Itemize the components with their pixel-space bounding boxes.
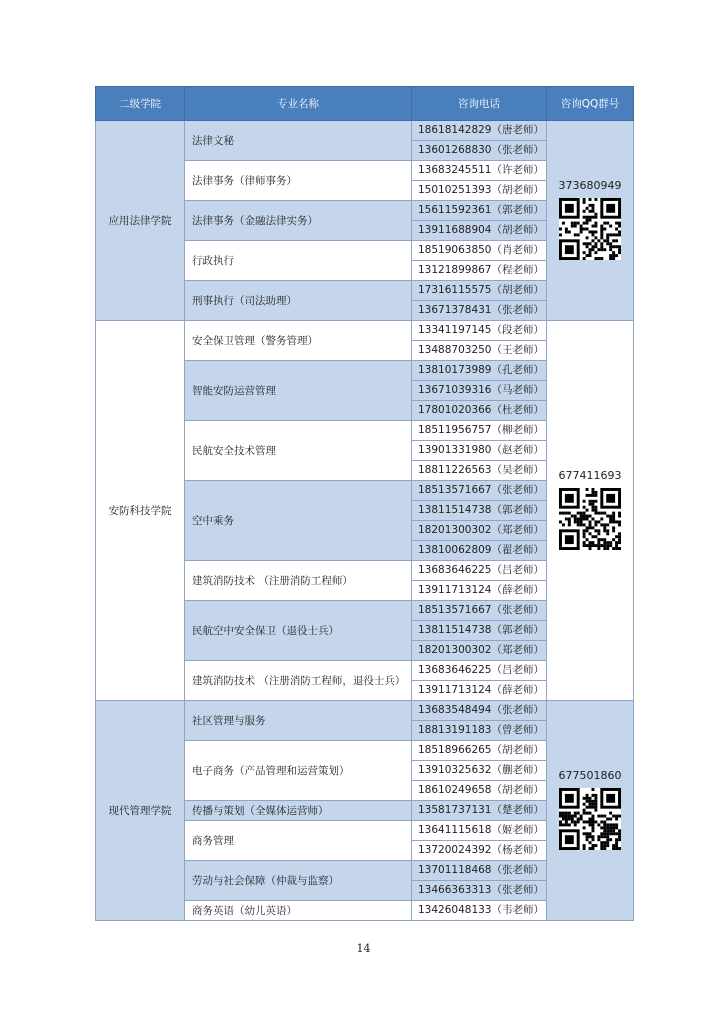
- phone-number: 13341197145（段老师）: [418, 324, 544, 336]
- phone-number: 13901331980（赵老师）: [412, 440, 546, 460]
- phone-list: [412, 481, 547, 561]
- phone-number: 13683646225（吕老师）: [418, 664, 544, 676]
- qq-group-number: 373680949: [558, 178, 622, 192]
- phone-number: 13641115618（姬老师）: [418, 824, 544, 836]
- contact-table: [95, 86, 634, 921]
- phone-number: 18513571667（张老师）: [418, 604, 544, 616]
- major-name: 安全保卫管理（警务管理）: [185, 321, 412, 361]
- qq-group-number: 677411693: [558, 468, 622, 482]
- phone-number: 18811226563（吴老师）: [412, 460, 546, 480]
- phone-number: 13601268830（张老师）: [412, 140, 546, 160]
- phone-number: 17316115575（胡老师）: [418, 284, 544, 296]
- phone-list: [412, 601, 547, 661]
- header-phone: 咨询电话: [412, 87, 547, 121]
- major-name: 法律文秘: [185, 121, 412, 161]
- qq-group-cell: [547, 701, 634, 921]
- phone-number: 18618142829（唐老师）: [418, 124, 544, 136]
- phone-number: 18610249658（胡老师）: [412, 780, 546, 800]
- phone-number: 13683548494（张老师）: [418, 704, 544, 716]
- qr-code-icon: [559, 788, 621, 850]
- major-name: 行政执行: [185, 241, 412, 281]
- phone-number: 13581737131（楚老师）: [418, 804, 544, 816]
- phone-number: 13811514738（郭老师）: [412, 620, 546, 640]
- phone-number: 13121899867（程老师）: [412, 260, 546, 280]
- phone-number: 13911713124（薛老师）: [412, 680, 546, 700]
- qr-code-icon: [559, 198, 621, 260]
- phone-number: 18813191183（曾老师）: [412, 720, 546, 740]
- table-header-row: [96, 87, 634, 121]
- phone-list: [412, 741, 547, 801]
- phone-number: 15611592361（郭老师）: [418, 204, 544, 216]
- major-name: 建筑消防技术 （注册消防工程师）: [185, 561, 412, 601]
- header-major: 专业名称: [185, 87, 412, 121]
- header-qq: 咨询QQ群号: [547, 87, 634, 121]
- major-name: 商务管理: [185, 821, 412, 861]
- major-name: 民航空中安全保卫（退役士兵）: [185, 601, 412, 661]
- major-name: 智能安防运营管理: [185, 361, 412, 421]
- phone-number: 15010251393（胡老师）: [412, 180, 546, 200]
- phone-number: 13911713124（薛老师）: [412, 580, 546, 600]
- phone-number: 18201300302（郑老师）: [412, 520, 546, 540]
- page-number: 14: [356, 942, 371, 955]
- phone-number: 13811514738（郭老师）: [412, 500, 546, 520]
- phone-list: [412, 701, 547, 741]
- phone-number: 13911688904（胡老师）: [412, 220, 546, 240]
- phone-number: 13910325632（蒯老师）: [412, 760, 546, 780]
- table-row: [96, 121, 634, 161]
- phone-number: 13488703250（王老师）: [412, 340, 546, 360]
- phone-number: 18518966265（胡老师）: [418, 744, 544, 756]
- phone-list: [412, 241, 547, 281]
- phone-list: [412, 861, 547, 901]
- phone-list: [412, 361, 547, 421]
- major-name: 法律事务（律师事务）: [185, 161, 412, 201]
- phone-number: 18519063850（肖老师）: [418, 244, 544, 256]
- phone-list: [412, 801, 547, 821]
- phone-number: 18513571667（张老师）: [418, 484, 544, 496]
- major-name: 民航安全技术管理: [185, 421, 412, 481]
- header-college: 二级学院: [96, 87, 185, 121]
- phone-number: 13701118468（张老师）: [418, 864, 544, 876]
- phone-list: [412, 281, 547, 321]
- qq-group-cell: [547, 321, 634, 701]
- table-body: [96, 121, 634, 921]
- phone-number: 13720024392（杨老师）: [412, 840, 546, 860]
- phone-number: 18201300302（郑老师）: [412, 640, 546, 660]
- major-name: 刑事执行（司法助理）: [185, 281, 412, 321]
- college-name: 安防科技学院: [96, 321, 185, 701]
- major-name: 电子商务（产品管理和运营策划）: [185, 741, 412, 801]
- major-name: 建筑消防技术 （注册消防工程师，退役士兵）: [185, 661, 412, 701]
- phone-list: [412, 661, 547, 701]
- major-name: 传播与策划（全媒体运营师）: [185, 801, 412, 821]
- phone-list: [412, 321, 547, 361]
- major-name: 社区管理与服务: [185, 701, 412, 741]
- college-name: 应用法律学院: [96, 121, 185, 321]
- phone-list: [412, 201, 547, 241]
- phone-number: 13810062809（翟老师）: [412, 540, 546, 560]
- phone-list: [412, 161, 547, 201]
- phone-number: 13810173989（孔老师）: [418, 364, 544, 376]
- phone-number: 17801020366（杜老师）: [412, 400, 546, 420]
- phone-list: [412, 821, 547, 861]
- phone-number: 13466363313（张老师）: [412, 880, 546, 900]
- major-name: 法律事务（金融法律实务）: [185, 201, 412, 241]
- table-row: [96, 701, 634, 741]
- qr-code-icon: [559, 488, 621, 550]
- major-name: 商务英语（幼儿英语）: [185, 901, 412, 921]
- phone-list: [412, 561, 547, 601]
- table-row: [96, 321, 634, 361]
- phone-number: 13426048133（韦老师）: [418, 904, 544, 916]
- phone-number: 13683646225（吕老师）: [418, 564, 544, 576]
- phone-list: [412, 121, 547, 161]
- major-name: 劳动与社会保障（仲裁与监察）: [185, 861, 412, 901]
- phone-list: [412, 421, 547, 481]
- phone-number: 13671378431（张老师）: [412, 300, 546, 320]
- major-name: 空中乘务: [185, 481, 412, 561]
- phone-number: 13671039316（马老师）: [412, 380, 546, 400]
- phone-number: 18511956757（柳老师）: [418, 424, 544, 436]
- qq-group-cell: [547, 121, 634, 321]
- qq-group-number: 677501860: [558, 768, 622, 782]
- phone-list: [412, 901, 547, 921]
- college-name: 现代管理学院: [96, 701, 185, 921]
- phone-number: 13683245511（许老师）: [418, 164, 544, 176]
